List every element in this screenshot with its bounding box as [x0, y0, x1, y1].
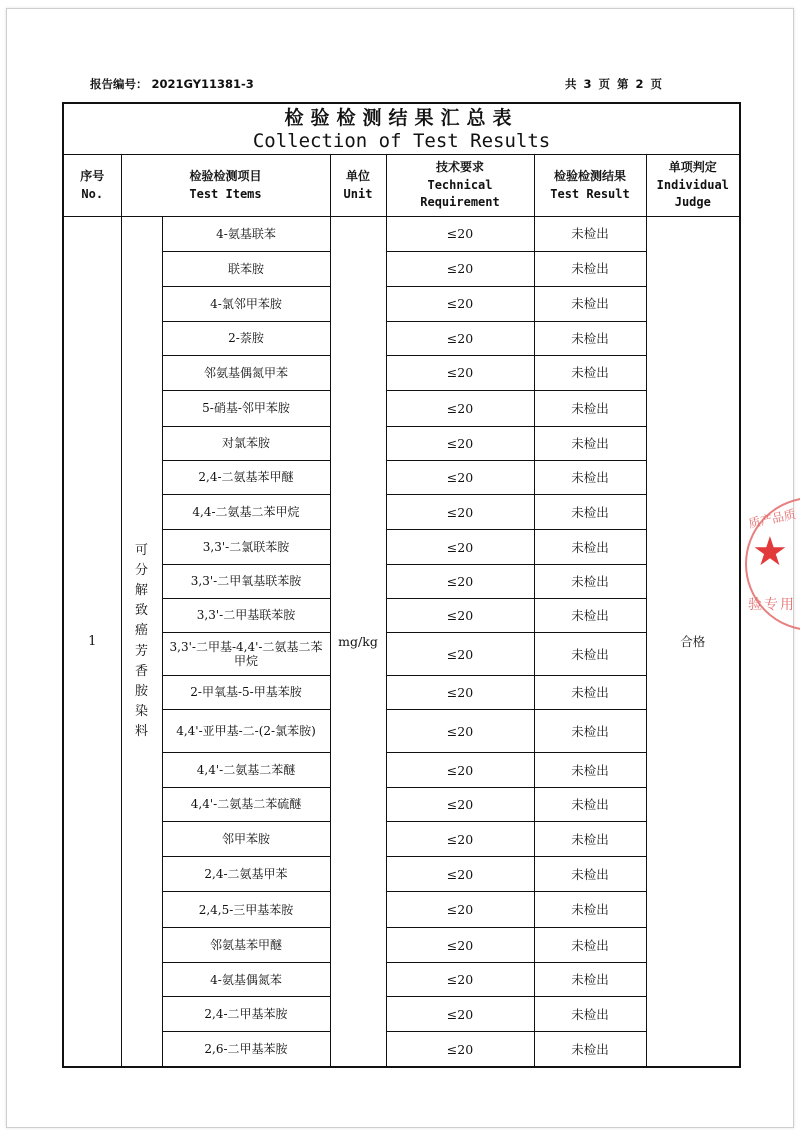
requirement-cell: ≤20: [386, 676, 534, 710]
test-item: 3,3'-二氯联苯胺: [162, 530, 330, 565]
requirement-cell: ≤20: [386, 857, 534, 892]
requirement-cell: ≤20: [386, 287, 534, 322]
category-char: 致: [134, 603, 148, 619]
test-item: 邻氨基苯甲醚: [162, 928, 330, 963]
test-item: 联苯胺: [162, 252, 330, 287]
test-item: 2,4,5-三甲基苯胺: [162, 892, 330, 928]
requirement-cell: ≤20: [386, 753, 534, 788]
unit-cell: mg/kg: [330, 217, 386, 1067]
table-row: [63, 753, 740, 788]
table-row: [63, 322, 740, 356]
column-header-row: [63, 155, 740, 217]
result-cell: 未检出: [534, 857, 646, 892]
test-item: 4,4'-亚甲基-二-(2-氯苯胺): [162, 710, 330, 753]
requirement-cell: ≤20: [386, 252, 534, 287]
result-cell: 未检出: [534, 822, 646, 857]
table-row: [63, 633, 740, 676]
table-row: [63, 788, 740, 822]
category-char: 芳: [134, 643, 148, 659]
table-row: [63, 822, 740, 857]
test-item: 3,3'-二甲氧基联苯胺: [162, 565, 330, 599]
results-table: [62, 102, 741, 1068]
requirement-cell: ≤20: [386, 997, 534, 1032]
requirement-cell: ≤20: [386, 963, 534, 997]
result-cell: 未检出: [534, 287, 646, 322]
test-item: 2,4-二氨基甲苯: [162, 857, 330, 892]
table-row: [63, 287, 740, 322]
result-cell: 未检出: [534, 495, 646, 530]
table-row: [63, 997, 740, 1032]
requirement-cell: ≤20: [386, 788, 534, 822]
category-char: 分: [134, 562, 148, 578]
result-cell: 未检出: [534, 461, 646, 495]
result-cell: 未检出: [534, 217, 646, 252]
table-row: [63, 599, 740, 633]
result-cell: 未检出: [534, 676, 646, 710]
requirement-cell: ≤20: [386, 530, 534, 565]
seal-bottom-text: 验专用: [748, 597, 796, 613]
table-row: [63, 676, 740, 710]
result-cell: 未检出: [534, 892, 646, 928]
requirement-cell: ≤20: [386, 322, 534, 356]
result-cell: 未检出: [534, 391, 646, 427]
test-item: 3,3'-二甲基联苯胺: [162, 599, 330, 633]
test-item: 邻甲苯胺: [162, 822, 330, 857]
col-header-no: 序号 No.: [63, 155, 121, 217]
test-item: 4-氨基偶氮苯: [162, 963, 330, 997]
test-item: 4-氨基联苯: [162, 217, 330, 252]
table-row: [63, 391, 740, 427]
result-cell: 未检出: [534, 427, 646, 461]
test-item: 2-萘胺: [162, 322, 330, 356]
requirement-cell: ≤20: [386, 461, 534, 495]
table-row: [63, 461, 740, 495]
requirement-cell: ≤20: [386, 391, 534, 427]
page-info: 共 3 页 第 2 页: [565, 77, 663, 91]
table-title-zh: 检验检测结果汇总表: [284, 107, 519, 129]
test-item: 4,4-二氨基二苯甲烷: [162, 495, 330, 530]
requirement-cell: ≤20: [386, 710, 534, 753]
test-item: 邻氨基偶氮甲苯: [162, 356, 330, 391]
result-cell: 未检出: [534, 322, 646, 356]
col-header-items: 检验检测项目 Test Items: [121, 155, 330, 217]
requirement-cell: ≤20: [386, 599, 534, 633]
col-header-unit: 单位 Unit: [330, 155, 386, 217]
table-row: [63, 928, 740, 963]
test-item: 4,4'-二氨基二苯醚: [162, 753, 330, 788]
requirement-cell: ≤20: [386, 495, 534, 530]
result-cell: 未检出: [534, 633, 646, 676]
table-row: [63, 857, 740, 892]
category-char: 解: [134, 583, 148, 599]
star-icon: ★: [752, 529, 788, 575]
test-item: 2,4-二甲基苯胺: [162, 997, 330, 1032]
result-cell: 未检出: [534, 753, 646, 788]
result-cell: 未检出: [534, 1032, 646, 1067]
table-row: [63, 530, 740, 565]
category-char: 香: [134, 663, 148, 679]
requirement-cell: ≤20: [386, 892, 534, 928]
table-row: [63, 427, 740, 461]
requirement-cell: ≤20: [386, 633, 534, 676]
table-row: [63, 495, 740, 530]
table-row: [63, 565, 740, 599]
category-char: 可: [134, 542, 148, 558]
test-item: 4,4'-二氨基二苯硫醚: [162, 788, 330, 822]
test-item: 3,3'-二甲基-4,4'-二氨基二苯甲烷: [162, 633, 330, 676]
result-cell: 未检出: [534, 252, 646, 287]
category-char: 染: [134, 703, 148, 719]
result-cell: 未检出: [534, 530, 646, 565]
test-item: 2,4-二氨基苯甲醚: [162, 461, 330, 495]
table-row: [63, 252, 740, 287]
requirement-cell: ≤20: [386, 822, 534, 857]
requirement-cell: ≤20: [386, 928, 534, 963]
table-row: [63, 1032, 740, 1067]
category-char: 癌: [134, 623, 148, 639]
category-label: [121, 217, 162, 1067]
col-header-judge: 单项判定 Individual Judge: [646, 155, 740, 217]
requirement-cell: ≤20: [386, 356, 534, 391]
requirement-cell: ≤20: [386, 217, 534, 252]
table-title: [63, 103, 740, 155]
result-cell: 未检出: [534, 788, 646, 822]
table-title-en: Collection of Test Results: [252, 130, 551, 152]
report-number: 报告编号： 2021GY11381-3: [90, 77, 254, 91]
test-item: 对氯苯胺: [162, 427, 330, 461]
table-row: [63, 356, 740, 391]
table-row: [63, 963, 740, 997]
test-item: 2-甲氧基-5-甲基苯胺: [162, 676, 330, 710]
col-header-result: 检验检测结果 Test Result: [534, 155, 646, 217]
row-number: 1: [63, 217, 121, 1067]
test-item: 4-氯邻甲苯胺: [162, 287, 330, 322]
result-cell: 未检出: [534, 928, 646, 963]
requirement-cell: ≤20: [386, 565, 534, 599]
result-cell: 未检出: [534, 565, 646, 599]
test-item: 5-硝基-邻甲苯胺: [162, 391, 330, 427]
result-cell: 未检出: [534, 963, 646, 997]
col-header-requirement: 技术要求 Technical Requirement: [386, 155, 534, 217]
table-row: [63, 892, 740, 928]
category-char: 料: [134, 724, 148, 740]
judge-cell: 合格: [646, 217, 740, 1067]
table-row: [63, 217, 740, 252]
result-cell: 未检出: [534, 356, 646, 391]
seal-top-text: 质产品质: [747, 507, 798, 531]
result-cell: 未检出: [534, 997, 646, 1032]
result-cell: 未检出: [534, 599, 646, 633]
category-char: 胺: [134, 683, 148, 699]
requirement-cell: ≤20: [386, 427, 534, 461]
table-row: [63, 710, 740, 753]
test-item: 2,6-二甲基苯胺: [162, 1032, 330, 1067]
result-cell: 未检出: [534, 710, 646, 753]
requirement-cell: ≤20: [386, 1032, 534, 1067]
